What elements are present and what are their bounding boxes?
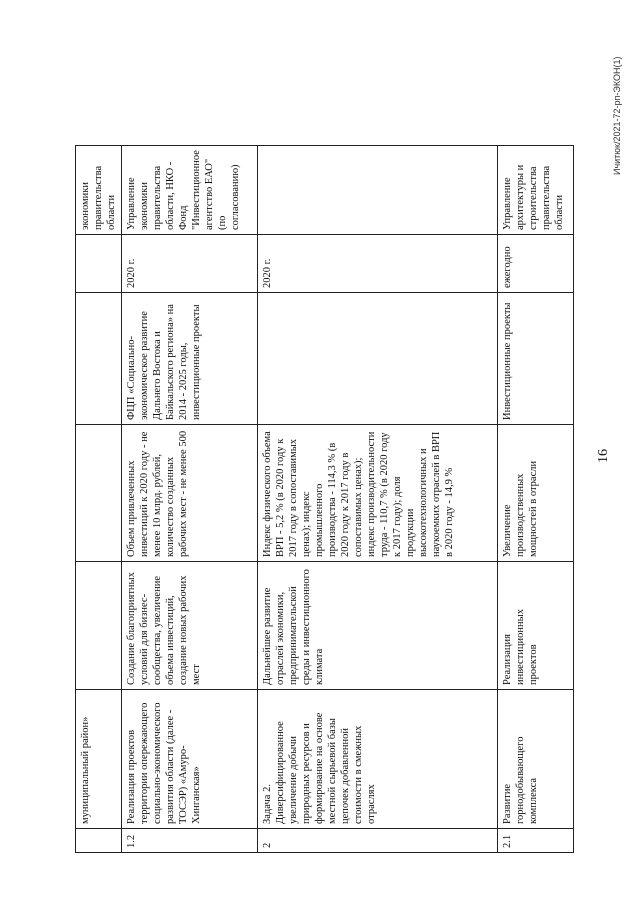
cell-executor: экономики правительства области [76,146,122,235]
cell-indicator: Объем привлеченных инвестиций к 2020 году - не менее 10 млрд. рублей, количество созданных рабочих мест - не менее 500 [122,425,258,562]
cell-measure: Создание благоприятных условий для бизнес-сообщества, увеличение объема инвестиций, создание новых рабочих мест [122,562,258,690]
cell-task: Развитие горнодобывающего комплекса [498,690,574,829]
cell-term: ежегодно [498,235,574,293]
cell-source: Инвестиционные проекты [498,293,574,425]
cell-indicator [76,425,122,562]
table-row [258,146,498,853]
cell-num: 2.1 [498,829,574,853]
page-number: 16 [596,449,611,463]
footer-code: Ичитюк/2021-72-рп-ЭКОН(1) [612,56,622,175]
cell-source [258,293,498,425]
cell-term [76,235,122,293]
cell-term: 2020 г. [122,235,258,293]
table-row [498,146,574,853]
cell-task: муниципальный район» [76,690,122,829]
cell-indicator: Увеличение производственных мощностей в отрасли [498,425,574,562]
cell-source: ФЦП «Социально-экономическое развитие Дальнего Востока и Байкальского региона» на 2014 - 2025 годы, инвестиционные проекты [122,293,258,425]
cell-term: 2020 г. [258,235,498,293]
cell-num: 2 [258,829,498,853]
cell-source [76,293,122,425]
cell-num: 1.2 [122,829,258,853]
cell-indicator: Индекс физического объема ВРП - 5,2 % (в 2020 году к 2017 году в сопоставимых ценах); индекс промышленного производства - 114,3 % (в 2020 году к 2017 году в сопоставимых ценах); индекс производительности труда - 110,7 % (в 2020 году к 2017 году); доля продукции высокотехнологичных и наукоемких отраслей в ВРП в 2020 году - 14,9 % [258,425,498,562]
table-row [76,146,122,853]
cell-executor: Управление архитектуры и строительства правительства области [498,146,574,235]
cell-measure [76,562,122,690]
cell-task: Задача 2. Диверсифицированное увеличение добычи природных ресурсов и формирование на основе местной сырьевой базы цепочек добавленной стоимости в смежных отраслях [258,690,498,829]
cell-num [76,829,122,853]
cell-executor: Управление экономики правительства области, НКО - Фонд "Инвестиционное агентство ЕАО" (по согласованию) [122,146,258,235]
table-row [122,146,258,853]
plan-table [75,145,574,853]
cell-measure: Реализация инвестиционных проектов [498,562,574,690]
cell-measure: Дальнейшее развитие отраслей экономики, предпринимательской среды и инвестиционного климата [258,562,498,690]
cell-executor [258,146,498,235]
cell-task: Реализация проектов территории опережающего социально-экономического развития области (далее - ТОСЭР) «Амуро-Хинганская» [122,690,258,829]
